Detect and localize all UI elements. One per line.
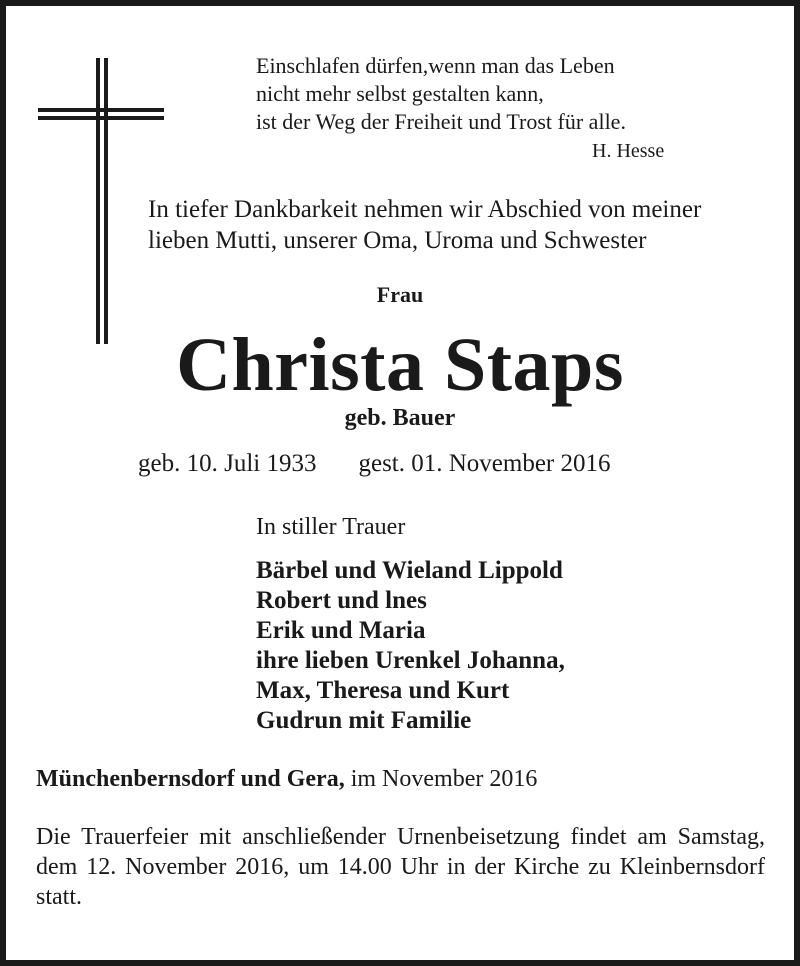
place: Münchenbernsdorf und Gera,: [36, 766, 345, 792]
deceased-name: Christa Staps: [176, 323, 624, 407]
place-date: [36, 766, 537, 793]
poem-quote: [256, 52, 626, 136]
quote-line: nicht mehr selbst gestalten kann,: [256, 81, 544, 106]
intro-line: lieben Mutti, unserer Oma, Uroma und Schwester: [148, 227, 647, 254]
death-date: gest. 01. November 2016: [358, 450, 611, 477]
service-info: Die Trauerfeier mit anschließender Urnenbeisetzung findet am Samstag, dem 12. November 2016, um 14.00 Uhr in der Kirche zu Kleinbernsdorf statt.: [36, 824, 765, 910]
date: im November 2016: [350, 766, 538, 792]
quote-line: Einschlafen dürfen,wenn man das Leben: [256, 53, 615, 78]
mourner-list: [256, 556, 565, 736]
quote-line: ist der Weg der Freiheit und Trost für alle.: [256, 109, 626, 134]
mourner-item: Bärbel und Wieland Lippold: [256, 557, 563, 584]
birth-date: geb. 10. Juli 1933: [138, 450, 317, 477]
mourning-heading: In stiller Trauer: [256, 514, 406, 540]
mourner-item: Erik und Maria: [256, 617, 426, 644]
quote-author: H. Hesse: [592, 140, 665, 162]
mourner-item: Max, Theresa und Kurt: [256, 677, 510, 704]
maiden-name: geb. Bauer: [344, 405, 456, 431]
salutation: Frau: [376, 282, 424, 307]
mourner-item: Gudrun mit Familie: [256, 707, 472, 734]
life-dates: [138, 450, 611, 478]
intro-text: [148, 194, 788, 256]
mourner-item: ihre lieben Urenkel Johanna,: [256, 647, 565, 674]
intro-line: In tiefer Dankbarkeit nehmen wir Abschied von meiner: [148, 196, 702, 223]
mourner-item: Robert und lnes: [256, 587, 427, 614]
